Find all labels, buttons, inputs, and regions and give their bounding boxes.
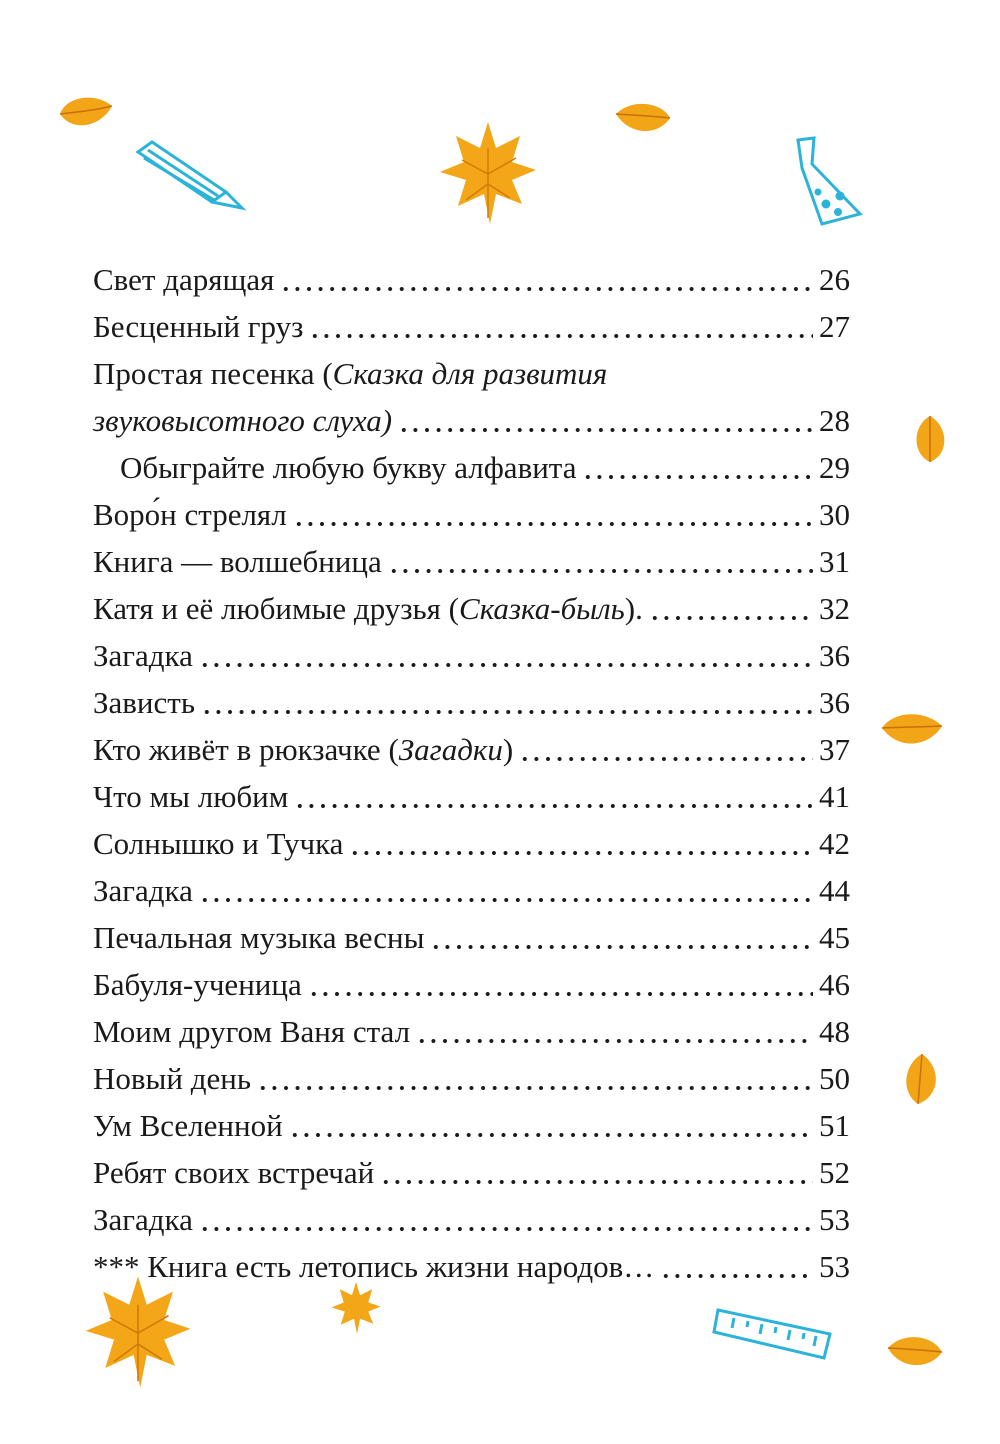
dot-leader bbox=[398, 426, 813, 434]
dot-leader bbox=[582, 473, 813, 481]
toc-entry-page: 37 bbox=[819, 732, 850, 767]
birch-leaf-icon bbox=[908, 412, 952, 466]
dot-leader bbox=[380, 1178, 813, 1186]
toc-entry-title: Новый день bbox=[93, 1061, 251, 1096]
toc-entry-page: 36 bbox=[819, 638, 850, 673]
birch-leaf-icon bbox=[56, 92, 116, 134]
toc-entry[interactable] bbox=[93, 444, 850, 491]
dot-leader bbox=[201, 708, 813, 716]
toc-entry[interactable] bbox=[93, 350, 850, 444]
toc-entry[interactable] bbox=[93, 773, 850, 820]
dot-leader bbox=[660, 1272, 813, 1280]
toc-entry-title bbox=[93, 726, 513, 773]
title-italic: Сказка-быль bbox=[459, 591, 625, 626]
toc-entry-page: 51 bbox=[819, 1108, 850, 1143]
toc-entry-page: 48 bbox=[819, 1014, 850, 1049]
toc-entry-page: 53 bbox=[819, 1249, 850, 1284]
title-text: Кто живёт в рюкзачке ( bbox=[93, 732, 399, 767]
toc-entry-title: Воро́н стрелял bbox=[93, 497, 287, 532]
pencil-icon bbox=[130, 138, 248, 214]
toc-entry-title: Зависть bbox=[93, 685, 195, 720]
toc-entry[interactable] bbox=[93, 1243, 850, 1290]
toc-entry-title: *** Книга есть летопись жизни народов… bbox=[93, 1249, 655, 1284]
toc-entry-title: Солнышко и Тучка bbox=[93, 826, 344, 861]
title-text: Простая песенка ( bbox=[93, 356, 333, 391]
toc-entry[interactable] bbox=[93, 726, 850, 773]
toc-entry-title: Ум Вселенной bbox=[93, 1108, 283, 1143]
toc-entry-title: Ребят своих встречай bbox=[93, 1155, 375, 1190]
title-italic: звуковысотного слуха) bbox=[93, 403, 393, 438]
toc-entry-page: 46 bbox=[819, 967, 850, 1002]
toc-entry-page: 26 bbox=[819, 262, 850, 297]
toc-entry[interactable] bbox=[93, 867, 850, 914]
toc-entry-title: Бабуля-ученица bbox=[93, 967, 302, 1002]
ruler-icon bbox=[712, 1300, 836, 1364]
toc-entry-title bbox=[93, 350, 850, 397]
dot-leader bbox=[280, 285, 813, 293]
toc-entry-page: 32 bbox=[819, 591, 850, 626]
dot-leader bbox=[199, 1225, 813, 1233]
title-text: Катя и её любимые друзья ( bbox=[93, 591, 460, 626]
dot-leader bbox=[199, 896, 813, 904]
toc-entry-page: 27 bbox=[819, 309, 850, 344]
maple-leaf-icon bbox=[436, 118, 540, 228]
dot-leader bbox=[649, 614, 813, 622]
toc-entry-page: 30 bbox=[819, 497, 850, 532]
dot-leader bbox=[430, 943, 813, 951]
birch-leaf-icon bbox=[612, 98, 674, 140]
toc-entry-page: 44 bbox=[819, 873, 850, 908]
table-of-contents bbox=[93, 256, 850, 1290]
toc-entry-page: 42 bbox=[819, 826, 850, 861]
toc-entry[interactable] bbox=[93, 491, 850, 538]
toc-entry-title: Моим другом Ваня стал bbox=[93, 1014, 411, 1049]
toc-entry[interactable] bbox=[93, 1149, 850, 1196]
maple-leaf-icon bbox=[78, 1272, 198, 1392]
toc-entry-title: Книга — волшебница bbox=[93, 544, 382, 579]
toc-entry-title: Печальная музыка весны bbox=[93, 920, 425, 955]
title-italic: Загадки bbox=[398, 732, 503, 767]
dot-leader bbox=[309, 332, 813, 340]
toc-entry-page: 29 bbox=[819, 450, 850, 485]
toc-entry[interactable] bbox=[93, 1196, 850, 1243]
dot-leader bbox=[308, 990, 813, 998]
dot-leader bbox=[519, 755, 813, 763]
toc-entry-title: Бесценный груз bbox=[93, 309, 304, 344]
toc-entry[interactable] bbox=[93, 914, 850, 961]
toc-entry[interactable] bbox=[93, 303, 850, 350]
toc-entry[interactable] bbox=[93, 679, 850, 726]
birch-leaf-icon bbox=[884, 1330, 946, 1374]
birch-leaf-icon bbox=[878, 708, 946, 752]
dot-leader bbox=[199, 661, 813, 669]
toc-entry[interactable] bbox=[93, 820, 850, 867]
toc-entry[interactable] bbox=[93, 1008, 850, 1055]
toc-entry-page: 31 bbox=[819, 544, 850, 579]
toc-entry-page: 41 bbox=[819, 779, 850, 814]
toc-entry-title bbox=[93, 585, 643, 632]
toc-entry[interactable] bbox=[93, 256, 850, 303]
dot-leader bbox=[289, 1131, 813, 1139]
toc-entry-title: Что мы любим bbox=[93, 779, 289, 814]
toc-entry[interactable] bbox=[93, 538, 850, 585]
toc-entry-title: Обыграйте любую букву алфавита bbox=[120, 450, 577, 485]
toc-entry-title: Загадка bbox=[93, 873, 193, 908]
toc-entry-title: Загадка bbox=[93, 638, 193, 673]
toc-entry-page: 45 bbox=[819, 920, 850, 955]
title-tail: ) bbox=[502, 732, 514, 767]
toc-entry-title: Загадка bbox=[93, 1202, 193, 1237]
dot-leader bbox=[293, 520, 813, 528]
dot-leader bbox=[416, 1037, 813, 1045]
toc-entry-page: 52 bbox=[819, 1155, 850, 1190]
toc-entry[interactable] bbox=[93, 961, 850, 1008]
toc-entry-title: Свет дарящая bbox=[93, 262, 275, 297]
dot-leader bbox=[349, 849, 813, 857]
dot-leader bbox=[257, 1084, 813, 1092]
toc-entry[interactable] bbox=[93, 632, 850, 679]
flask-icon bbox=[788, 134, 868, 230]
toc-entry-page: 28 bbox=[819, 403, 850, 438]
dot-leader bbox=[294, 802, 813, 810]
toc-entry-page: 50 bbox=[819, 1061, 850, 1096]
birch-leaf-icon bbox=[896, 1050, 946, 1108]
title-tail: ). bbox=[624, 591, 643, 626]
dot-leader bbox=[388, 567, 813, 575]
toc-entry-page: 53 bbox=[819, 1202, 850, 1237]
toc-entry[interactable] bbox=[93, 1055, 850, 1102]
toc-entry[interactable] bbox=[93, 1102, 850, 1149]
toc-entry[interactable] bbox=[93, 585, 850, 632]
title-italic: Сказка для развития bbox=[332, 356, 608, 391]
toc-entry-page: 36 bbox=[819, 685, 850, 720]
